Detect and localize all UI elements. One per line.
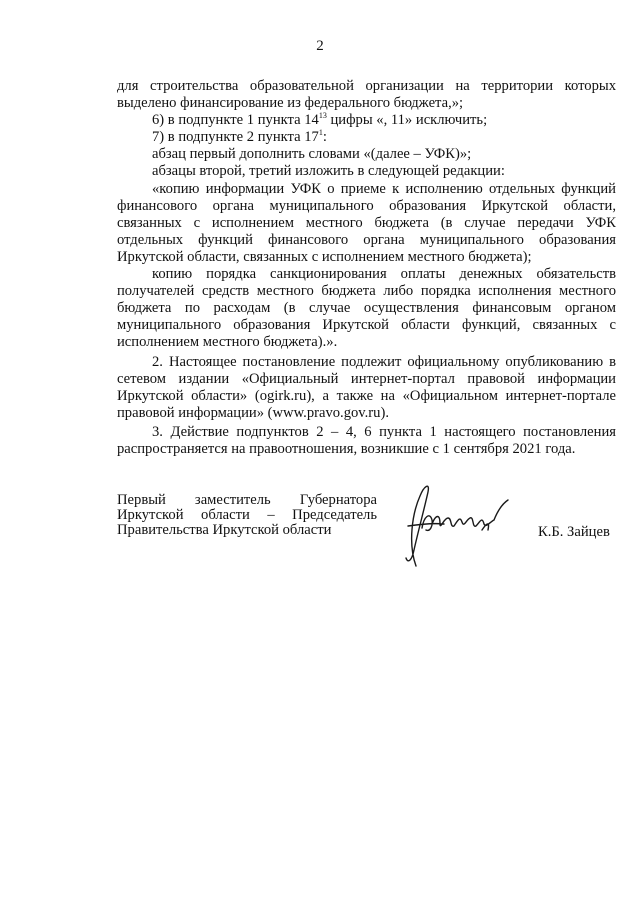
paragraph-text: цифры «, 11» исключить; bbox=[326, 112, 488, 129]
paragraph-text: : bbox=[322, 129, 327, 146]
page-number: 2 bbox=[316, 38, 324, 54]
superscript: 1 bbox=[318, 128, 323, 138]
paragraph-abzac-first: абзац первый дополнить словами «(далее – УФК)»; bbox=[152, 146, 472, 163]
paragraph-item-6 bbox=[117, 112, 616, 129]
signatory-title-line: Первый заместитель Губернатора bbox=[117, 492, 377, 508]
paragraph-text: 6) в подпункте 1 пункта 14 bbox=[152, 112, 319, 129]
superscript: 13 bbox=[318, 111, 327, 121]
paragraph-abzac-second-third: абзацы второй, третий изложить в следующей редакции: bbox=[152, 163, 505, 180]
paragraph-quote-ufk: «копию информации УФК о приеме к исполнению отдельных функций финансового органа муниципального образования Иркутской области, связанных с исполнением местного бюджета (в случае передачи УФК отдельных функций финансового органа муниципального образования Иркутской области, связанных с исполнением местного бюджета); bbox=[117, 180, 616, 265]
document-body bbox=[117, 78, 616, 458]
paragraph-text: 7) в подпункте 2 пункта 17 bbox=[152, 129, 319, 146]
signatory-title bbox=[117, 493, 377, 538]
handwritten-signature bbox=[378, 474, 528, 574]
signatory-title-line: Иркутской области – Председатель bbox=[117, 507, 377, 523]
paragraph-publication: 2. Настоящее постановление подлежит официальному опубликованию в сетевом издании «Официальный интернет-портал правовой информации Иркутской области» (ogirk.ru), а также на «Официальном интернет-портале правовой информации» (www.pravo.gov.ru). bbox=[117, 353, 616, 421]
signer-name: К.Б. Зайцев bbox=[538, 524, 610, 540]
paragraph-quote-procedure: копию порядка санкционирования оплаты денежных обязательств получателей средств местного бюджета либо порядка исполнения местного бюджета по расходам (в случае осуществления финансовым органом муниципального образования Иркутской области функций, связанных с исполнением местного бюджета).». bbox=[117, 266, 616, 351]
paragraph-effect: 3. Действие подпунктов 2 – 4, 6 пункта 1 настоящего постановления распространяется на правоотношения, возникшие с 1 сентября 2021 года. bbox=[117, 423, 616, 457]
signatory-title-line: Правительства Иркутской области bbox=[117, 522, 332, 538]
paragraph-item-7 bbox=[117, 129, 616, 146]
paragraph-continuation: для строительства образовательной организации на территории которых выделено финансирование из федерального бюджета,»; bbox=[117, 78, 616, 112]
